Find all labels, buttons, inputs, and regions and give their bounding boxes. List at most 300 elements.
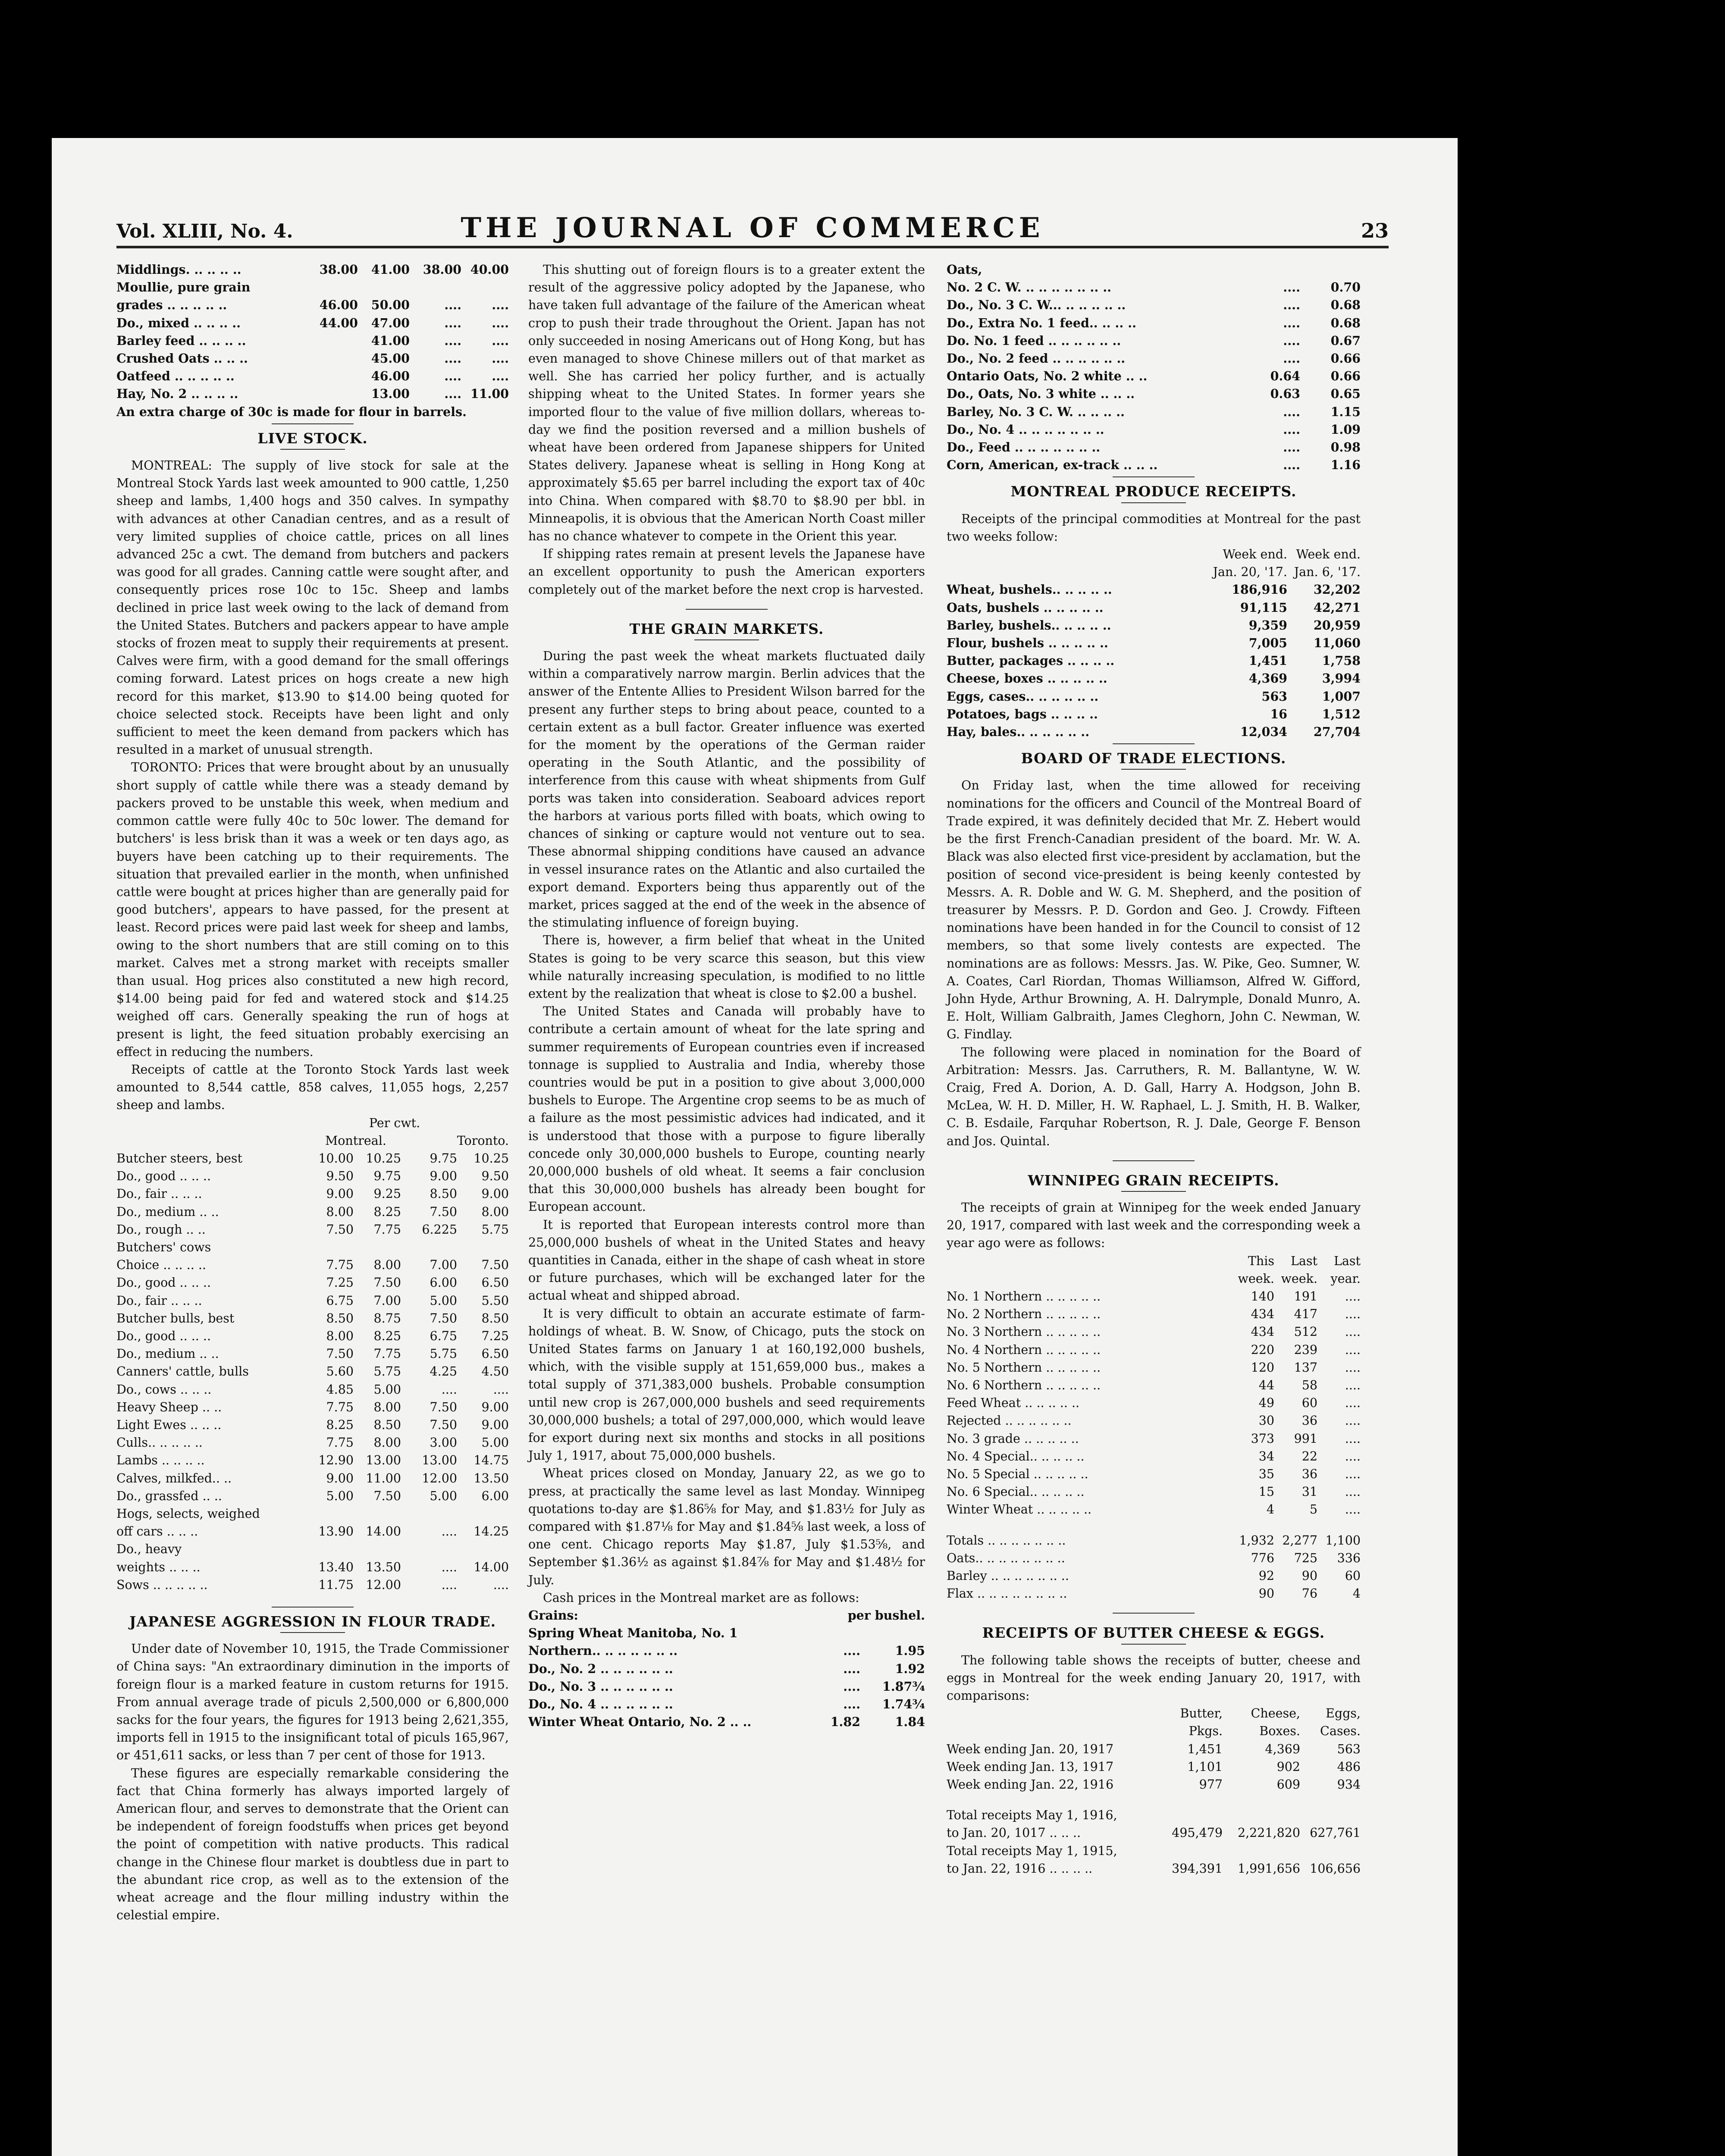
table-row — [528, 1624, 925, 1642]
row-value: 8.75 — [373, 1311, 401, 1326]
row-value: 4.25 — [430, 1364, 457, 1379]
row-value: 4.50 — [481, 1364, 509, 1379]
row-label: Do., good .. .. .. — [116, 1329, 211, 1343]
section-divider — [272, 1607, 354, 1608]
row-value: 106,656 — [1310, 1861, 1361, 1876]
row-value: 9.00 — [430, 1169, 457, 1184]
row-label: Feed Wheat .. .. .. .. .. — [947, 1396, 1080, 1410]
row-value — [310, 350, 358, 367]
table-row — [947, 581, 1361, 599]
row-value: 5.75 — [430, 1347, 457, 1361]
row-label: Choice .. .. .. .. — [116, 1258, 206, 1272]
row-value: 9.25 — [373, 1187, 401, 1201]
table-row — [947, 1465, 1361, 1483]
row-value: 9.00 — [481, 1187, 509, 1201]
table-row — [528, 1678, 925, 1695]
row-value: 14.00 — [366, 1524, 401, 1539]
table-row — [947, 367, 1361, 385]
row-value: 0.67 — [1330, 333, 1361, 348]
row-label: Do., cows .. .. .. — [116, 1382, 212, 1397]
row-label: Do., No. 2 feed .. .. .. .. .. .. — [947, 351, 1126, 366]
butter-total-label: Total receipts May 1, 1916, — [947, 1808, 1117, 1823]
row-value: 0.68 — [1330, 315, 1361, 330]
row-label: Calves, milkfed.. .. — [116, 1471, 232, 1485]
row-value: 5.00 — [430, 1293, 457, 1308]
row-value: 8.50 — [326, 1311, 354, 1326]
row-value: 8.25 — [373, 1204, 401, 1219]
row-label: Butter, packages .. .. .. .. — [947, 653, 1115, 668]
table-row — [947, 1532, 1361, 1549]
row-value: 5.00 — [373, 1382, 401, 1397]
row-value: 12.00 — [366, 1577, 401, 1592]
row-value: 977 — [1199, 1777, 1223, 1792]
row-value — [457, 1505, 509, 1523]
produce-heading: MONTREAL PRODUCE RECEIPTS. — [1010, 483, 1297, 500]
row-value: .... — [1283, 351, 1300, 366]
row-value — [354, 1540, 401, 1558]
row-value: 3.00 — [430, 1435, 457, 1450]
row-value: 8.00 — [373, 1258, 401, 1272]
table-row — [947, 1585, 1361, 1602]
column-right — [947, 261, 1361, 1877]
table-row — [947, 456, 1361, 474]
section-divider — [1113, 1613, 1195, 1614]
row-value: .... — [444, 369, 461, 384]
row-value: .... — [1345, 1485, 1361, 1499]
winnipeg-table-head — [947, 1252, 1361, 1270]
table-row — [116, 1345, 509, 1363]
row-value: 5.60 — [326, 1364, 354, 1379]
row-value: .... — [1345, 1431, 1361, 1446]
row-value: 5.00 — [430, 1489, 457, 1503]
table-row — [116, 1487, 509, 1505]
row-value — [358, 279, 410, 296]
table-row — [116, 1310, 509, 1327]
row-value: 9.00 — [481, 1418, 509, 1432]
table-row — [116, 1416, 509, 1434]
row-value: 9,359 — [1248, 617, 1287, 633]
row-value: 40.00 — [470, 262, 509, 277]
table-row — [947, 1824, 1361, 1842]
heading-rule — [694, 639, 759, 640]
winnipeg-intro: The receipts of grain at Winnipeg for the week ended January 20, 1917, compared with last week and the corresponding week a year ago were as follows: — [947, 1200, 1361, 1250]
table-row — [116, 350, 509, 367]
row-value: 9.00 — [326, 1471, 354, 1485]
row-value: .... — [492, 333, 509, 348]
row-label: Flour, bushels .. .. .. .. .. — [947, 636, 1108, 651]
row-value: 4.85 — [326, 1382, 354, 1397]
row-value: 60 — [1302, 1396, 1317, 1410]
row-value: 1,100 — [1325, 1533, 1361, 1548]
row-value: 8.00 — [373, 1435, 401, 1450]
column-head: Week end. — [1223, 547, 1287, 562]
row-value: 44.00 — [319, 315, 358, 330]
row-value — [860, 1624, 925, 1642]
row-value: 11.75 — [318, 1577, 354, 1592]
row-value: .... — [1345, 1467, 1361, 1481]
row-value: 7.75 — [326, 1258, 354, 1272]
table-row — [947, 332, 1361, 350]
row-label: Moullie, pure grain — [116, 280, 251, 295]
row-value — [310, 1505, 354, 1523]
row-value: 14.00 — [474, 1560, 509, 1574]
row-value: 45.00 — [371, 351, 410, 366]
row-value: 6.00 — [430, 1275, 457, 1290]
row-value: 10.25 — [474, 1151, 509, 1166]
row-label: No. 3 Northern .. .. .. .. .. — [947, 1325, 1101, 1339]
row-value: 7,005 — [1248, 636, 1287, 651]
row-value: 13.00 — [366, 1453, 401, 1468]
table-row — [947, 385, 1361, 403]
column-head: This — [1248, 1253, 1274, 1268]
produce-intro: Receipts of the principal commodities at Montreal for the past two weeks follow: — [947, 511, 1361, 544]
row-value: 0.66 — [1330, 369, 1361, 384]
row-label: Spring Wheat Manitoba, No. 1 — [528, 1626, 738, 1641]
row-label: Do., good .. .. .. — [116, 1275, 211, 1290]
row-value: 991 — [1294, 1431, 1317, 1446]
japanese-paragraph: Under date of November 10, 1915, the Trade Commissioner of China says: "An extraordinary diminution in the imports of foreign flour is a marked feature in custom returns for 1915. From annual average trade of piculs 2,500,000 or 6,800,000 sacks for the four years, the figures for 1913 being 2,621,355, imports fell in 1915 to the insignificant total of piculs 165,967, or 451,611 sacks, or less than 7 per cent of those for 1913. — [116, 1642, 509, 1763]
heading-rule — [1121, 502, 1186, 503]
row-value: 13.40 — [318, 1560, 354, 1574]
row-value: 140 — [1251, 1289, 1274, 1304]
live-stock-paragraph: MONTREAL: The supply of live stock for sale at the Montreal Stock Yards last week amounted to 900 cattle, 1,250 sheep and lambs, 1,400 hogs and 350 calves. In sympathy with advances at other Canadian centres, and as a result of very limited supplies of choice cattle, prices on all lines advanced 25c a cwt. The demand from butchers and packers was good for all grades. Canning cattle were sought after, and consequently prices rose 10c to 15c. Sheep and lambs declined in price last week owing to the lack of demand from the United States. Butchers and packers appear to have ample stocks of frozen meat to supply their requirements at present. Calves were firm, with a good demand for the small offerings coming forward. Latest prices on hogs create a new high record for this market, $13.90 to $14.00 being quoted for choice selected stock. Receipts have been light and only sufficient to meet the keen demand from packers which has resulted in a market of unusual strength. — [116, 458, 509, 757]
row-value: 417 — [1294, 1307, 1317, 1322]
row-label: Middlings. .. .. .. .. — [116, 262, 242, 277]
table-row — [116, 1203, 509, 1221]
row-value: 7.75 — [373, 1222, 401, 1237]
table-row — [947, 439, 1361, 456]
per-bushel-label: per bushel. — [847, 1608, 925, 1623]
live-stock-heading: LIVE STOCK. — [257, 429, 368, 447]
row-label: Do., No. 3 C. W... .. .. .. .. .. — [947, 298, 1126, 313]
row-value: .... — [1345, 1289, 1361, 1304]
row-value: 7.25 — [326, 1275, 354, 1290]
row-value: 1.74¾ — [882, 1697, 925, 1712]
table-row — [947, 1740, 1361, 1758]
row-value: 1,007 — [1322, 689, 1361, 704]
produce-table-head — [947, 545, 1361, 563]
cattle-table-head — [116, 1132, 509, 1150]
table-row — [947, 1448, 1361, 1465]
row-value: 20,959 — [1313, 617, 1361, 633]
table-row — [947, 1412, 1361, 1429]
row-value: 30 — [1258, 1413, 1274, 1428]
table-row — [947, 350, 1361, 367]
row-value: 2,277 — [1282, 1533, 1317, 1548]
column-head: Pkgs. — [1189, 1724, 1223, 1739]
table-row — [116, 1523, 509, 1540]
grain-markets-heading: THE GRAIN MARKETS. — [629, 620, 824, 637]
row-value: .... — [1283, 280, 1300, 295]
row-label: Do., No. 4 .. .. .. .. .. .. .. — [947, 422, 1104, 437]
row-value: 9.00 — [481, 1400, 509, 1414]
row-value: 7.50 — [430, 1418, 457, 1432]
row-value: .... — [1345, 1396, 1361, 1410]
section-divider — [1113, 743, 1195, 744]
row-label: Do., Feed .. .. .. .. .. .. .. — [947, 440, 1101, 455]
row-value: 7.75 — [326, 1400, 354, 1414]
row-value: .... — [1283, 333, 1300, 348]
row-value: .... — [1283, 458, 1300, 473]
row-value: 8.25 — [373, 1329, 401, 1343]
row-value: 0.63 — [1270, 386, 1300, 401]
table-row — [116, 1381, 509, 1398]
table-row — [116, 1505, 509, 1523]
row-label: Week ending Jan. 22, 1916 — [947, 1777, 1114, 1792]
heading-rule — [1121, 1644, 1186, 1645]
row-value: 8.00 — [373, 1400, 401, 1414]
table-row — [116, 1576, 509, 1594]
table-row — [947, 1376, 1361, 1394]
row-value: 220 — [1251, 1342, 1274, 1357]
row-value: 12.00 — [422, 1471, 457, 1485]
row-value: 9.50 — [481, 1169, 509, 1184]
row-value: .... — [441, 1560, 457, 1574]
table-row — [947, 296, 1361, 314]
row-value: 1,512 — [1322, 706, 1361, 721]
page-header — [116, 211, 1389, 248]
japanese-heading: JAPANESE AGGRESSION IN FLOUR TRADE. — [129, 1613, 496, 1630]
table-row — [947, 1305, 1361, 1323]
row-value: .... — [493, 1577, 509, 1592]
row-value: 5.00 — [481, 1435, 509, 1450]
row-value: .... — [1345, 1449, 1361, 1463]
row-value: 7.50 — [430, 1204, 457, 1219]
row-value: 1.16 — [1330, 458, 1361, 473]
row-value: 4,369 — [1265, 1742, 1300, 1756]
row-value: .... — [441, 1382, 457, 1397]
row-value: 5.75 — [373, 1364, 401, 1379]
row-label: Winter Wheat Ontario, No. 2 .. .. — [528, 1714, 752, 1730]
row-value: 7.50 — [481, 1258, 509, 1272]
row-label: Totals .. .. .. .. .. .. .. — [947, 1533, 1066, 1548]
row-value: 35 — [1258, 1467, 1274, 1481]
row-value: .... — [1345, 1325, 1361, 1339]
table-row — [116, 279, 509, 296]
row-label: Hogs, selects, weighed — [116, 1507, 260, 1521]
row-value: 2,221,820 — [1237, 1826, 1300, 1840]
page-number: 23 — [1361, 219, 1389, 242]
row-value: .... — [1283, 298, 1300, 313]
row-label: Butchers' cows — [116, 1240, 211, 1254]
row-value: 7.50 — [326, 1347, 354, 1361]
row-value: 8.00 — [481, 1204, 509, 1219]
row-label: No. 5 Northern .. .. .. .. .. — [947, 1360, 1101, 1375]
row-label: Butcher steers, best — [116, 1151, 242, 1166]
row-value — [401, 1505, 457, 1523]
newspaper-title: THE JOURNAL OF COMMERCE — [461, 212, 1044, 244]
row-value: 13.00 — [422, 1453, 457, 1468]
row-value: 7.00 — [430, 1258, 457, 1272]
toronto-column-head: Toronto. — [457, 1133, 509, 1148]
row-value: 5.75 — [481, 1222, 509, 1237]
row-value: 495,479 — [1172, 1826, 1223, 1840]
table-row — [947, 403, 1361, 421]
table-row — [947, 670, 1361, 687]
row-value: .... — [843, 1679, 860, 1694]
row-value: 49 — [1258, 1396, 1274, 1410]
column-middle — [528, 261, 925, 1731]
row-value: 1.82 — [830, 1714, 860, 1730]
row-value: 5.50 — [481, 1293, 509, 1308]
row-label: Do., good .. .. .. — [116, 1169, 211, 1184]
row-label: No. 2 Northern .. .. .. .. .. — [947, 1307, 1101, 1322]
row-label: No. 4 Northern .. .. .. .. .. — [947, 1342, 1101, 1357]
table-row — [947, 634, 1361, 652]
table-row — [947, 1860, 1361, 1877]
row-value — [310, 367, 358, 385]
table-row — [947, 705, 1361, 723]
row-value: 1,451 — [1187, 1742, 1223, 1756]
row-value: 8.00 — [326, 1204, 354, 1219]
japanese-paragraph: If shipping rates remain at present levels the Japanese have an excellent opportunity to push the American exporters completely out of the market before the next crop is harvested. — [528, 547, 925, 597]
row-value: 137 — [1294, 1360, 1317, 1375]
row-label: No. 4 Special.. .. .. .. .. — [947, 1449, 1085, 1463]
row-label: Northern.. .. .. .. .. .. .. — [528, 1643, 678, 1658]
column-head: week. — [1238, 1271, 1274, 1286]
row-label: Do., fair .. .. .. — [116, 1187, 202, 1201]
row-value: 76 — [1302, 1586, 1317, 1601]
row-value: 6.00 — [481, 1489, 509, 1503]
row-value: .... — [441, 1524, 457, 1539]
row-value: 11.00 — [366, 1471, 401, 1485]
row-value: 1.95 — [895, 1643, 925, 1658]
table-row — [947, 279, 1361, 296]
grain-paragraph: Wheat prices closed on Monday, January 22, as we go to press, at practically the same level as last Monday. Winnipeg quotations to-day are $1.86⅝ for May, and $1.83½ for July as compared with $1.87⅛ for May and $1.84⅝ last week, a loss of one cent. Chicago reports May $1.87, July $1.53⅝, and September $1.36½ as against $1.84⅞ for May and $1.48½ for July. — [528, 1466, 925, 1587]
row-value: 6.50 — [481, 1347, 509, 1361]
column-head: Butter, — [1180, 1706, 1223, 1721]
japanese-paragraph: This shutting out of foreign flours is to a greater extent the result of the aggressive policy adopted by the Japanese, who have taken full advantage of the failure of the American wheat crop to push their trade throughout the Orient. Japan has not only succeeded in nosing Americans out of Hong Kong, but has even managed to shove Chinese millers out of that market as well. She has carried her policy further, and is actually shipping wheat to the United States. In former years she imported flour to the value of five million dollars, whereas to-day we find the position reversed and a million bushels of wheat have been ordered from Japanese shippers for United States delivery. Japanese wheat is selling in Hong Kong at approximately $5.65 per barrel including the export tax of 40c into China. When compared with $8.70 to $8.90 per bbl. in Minneapolis, it is obvious that the American North Coast miller has no chance whatever to compete in the Orient this year. — [528, 263, 925, 544]
table-row — [947, 723, 1361, 741]
row-label: No. 2 C. W. .. .. .. .. .. .. .. — [947, 280, 1112, 295]
grain-paragraph: It is very difficult to obtain an accurate estimate of farm-holdings of wheat. B. W. Snow, of Chicago, puts the stock on United States farms on January 1 at 160,192,000 bushels, which, with the visible supply at 151,659,000 bus., makes a total supply of 371,383,000 bushels. Probable consumption until new crop is 267,000,000 bushels and seed requirements 30,000,000 bushels; a total of 297,000,000, which would leave for export during next six months and stocks in all positions July 1, 1917, about 75,000,000 bushels. — [528, 1306, 925, 1463]
table-row — [947, 1501, 1361, 1518]
table-row — [116, 1398, 509, 1416]
table-row — [116, 1256, 509, 1274]
table-row — [116, 1327, 509, 1345]
row-value: .... — [1345, 1502, 1361, 1517]
row-value: .... — [1345, 1342, 1361, 1357]
row-value: 9.75 — [373, 1169, 401, 1184]
row-value — [310, 279, 358, 296]
row-label: Do., heavy — [116, 1542, 182, 1557]
row-label: Eggs, cases.. .. .. .. .. .. — [947, 689, 1099, 704]
row-label: Winter Wheat .. .. .. .. .. — [947, 1502, 1092, 1517]
row-label: Canners' cattle, bulls — [116, 1364, 249, 1379]
row-value: 60 — [1345, 1569, 1361, 1583]
row-value: .... — [441, 1577, 457, 1592]
row-value: 0.65 — [1330, 386, 1361, 401]
row-value — [354, 1238, 401, 1256]
row-value: 8.50 — [373, 1418, 401, 1432]
row-value: 8.50 — [430, 1187, 457, 1201]
row-label: Barley, bushels.. .. .. .. .. — [947, 617, 1111, 633]
row-value: 0.70 — [1330, 280, 1361, 295]
table-row — [528, 1642, 925, 1660]
row-value — [813, 1624, 860, 1642]
row-label: to Jan. 20, 1017 .. .. .. — [947, 1826, 1081, 1840]
table-row — [116, 367, 509, 385]
row-value: 14.75 — [474, 1453, 509, 1468]
table-row — [947, 1288, 1361, 1305]
row-value: 5 — [1309, 1502, 1317, 1517]
volume-number: Vol. XLIII, No. 4. — [116, 220, 293, 242]
row-value: 0.64 — [1270, 369, 1300, 384]
board-heading: BOARD OF TRADE ELECTIONS. — [1021, 750, 1286, 767]
cattle-price-table — [116, 1114, 509, 1594]
row-value: 36 — [1302, 1467, 1317, 1481]
row-value: 90 — [1302, 1569, 1317, 1583]
row-label: grades .. .. .. .. .. — [116, 298, 227, 313]
row-value: 1.87¾ — [882, 1679, 925, 1694]
row-value: 8.00 — [326, 1329, 354, 1343]
row-value: 12.90 — [318, 1453, 354, 1468]
table-row — [116, 314, 509, 332]
row-label: No. 5 Special .. .. .. .. .. — [947, 1467, 1088, 1481]
column-head: Last — [1334, 1253, 1361, 1268]
row-value: 3,994 — [1322, 671, 1361, 686]
table-row — [947, 599, 1361, 617]
montreal-column-head: Montreal. — [325, 1133, 386, 1148]
grain-paragraph: There is, however, a firm belief that wheat in the United States is going to be very scarce this season, but this view while naturally increasing speculation, is modified to no little extent by the realization that wheat is close to $2.00 a bushel. — [528, 933, 925, 1001]
row-value: 4 — [1266, 1502, 1274, 1517]
row-value: .... — [444, 333, 461, 348]
table-row — [947, 688, 1361, 705]
row-value: 902 — [1276, 1759, 1300, 1774]
row-value: 31 — [1302, 1485, 1317, 1499]
column-head: Eggs, — [1326, 1706, 1361, 1721]
row-label: Sows .. .. .. .. .. — [116, 1577, 208, 1592]
row-value: 0.68 — [1330, 298, 1361, 313]
row-value: 11.00 — [470, 386, 509, 401]
row-value — [401, 1540, 457, 1558]
produce-table-head — [947, 563, 1361, 581]
row-value: 7.75 — [326, 1435, 354, 1450]
row-value: 90 — [1258, 1586, 1274, 1601]
row-value: 1,101 — [1187, 1759, 1223, 1774]
row-value: 13.50 — [366, 1560, 401, 1574]
table-row — [947, 617, 1361, 634]
row-value: 186,916 — [1232, 582, 1287, 597]
winnipeg-table — [947, 1288, 1361, 1519]
table-row — [947, 314, 1361, 332]
row-value: .... — [492, 369, 509, 384]
row-value: 44 — [1258, 1378, 1274, 1392]
table-row — [116, 1558, 509, 1576]
row-label: Do., No. 2 .. .. .. .. .. .. — [528, 1661, 673, 1676]
row-value: 38.00 — [319, 262, 358, 277]
table-row — [116, 1274, 509, 1291]
table-row — [116, 385, 509, 403]
table-row — [116, 1185, 509, 1203]
row-label: Barley .. .. .. .. .. .. .. — [947, 1569, 1069, 1583]
table-row — [116, 1292, 509, 1310]
row-value: 7.50 — [430, 1311, 457, 1326]
row-label: Barley, No. 3 C. W. .. .. .. .. — [947, 404, 1125, 419]
row-label: Do., No. 4 .. .. .. .. .. .. — [528, 1697, 673, 1712]
table-row — [947, 1549, 1361, 1567]
row-label: No. 1 Northern .. .. .. .. .. — [947, 1289, 1101, 1304]
row-value: .... — [1345, 1307, 1361, 1322]
column-head: Week end. — [1296, 547, 1361, 562]
row-label: Oats, bushels .. .. .. .. .. — [947, 600, 1104, 615]
row-value: 9.00 — [326, 1187, 354, 1201]
row-value: 563 — [1261, 689, 1287, 704]
row-value: 13.90 — [318, 1524, 354, 1539]
oats-label: Oats, — [947, 262, 982, 277]
row-value: 336 — [1337, 1551, 1361, 1565]
table-row — [947, 1394, 1361, 1412]
